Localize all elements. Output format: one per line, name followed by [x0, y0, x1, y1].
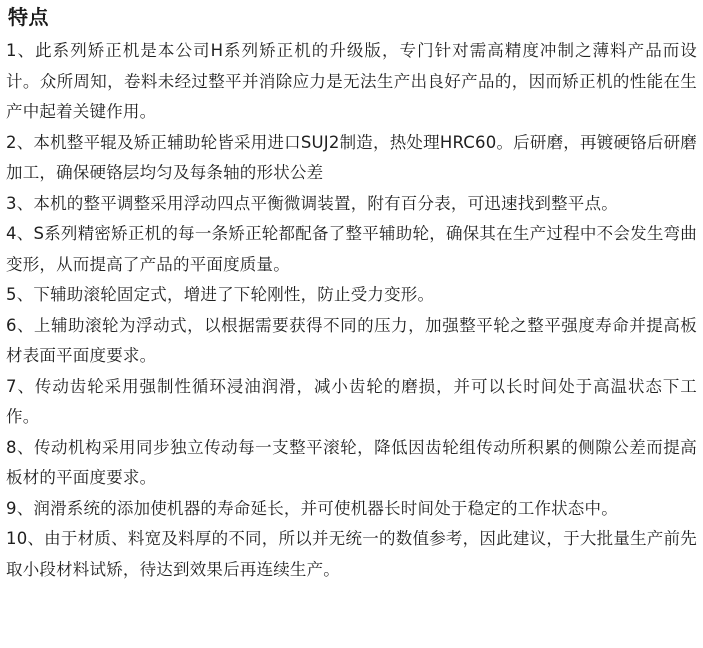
list-item: 9、润滑系统的添加使机器的寿命延长，并可使机器长时间处于稳定的工作状态中。: [6, 498, 618, 518]
list-item: 1、此系列矫正机是本公司H系列矫正机的升级版，专门针对需高精度冲制之薄料产品而设计。众所周知，卷料未经过整平并消除应力是无法生产出良好产品的，因而矫正机的性能在生产中起着关键作用。: [6, 41, 697, 121]
page-title: 特点: [8, 5, 49, 29]
feature-list: [6, 36, 697, 585]
list-item: 4、S系列精密矫正机的每一条矫正轮都配备了整平辅助轮，确保其在生产过程中不会发生弯曲变形，从而提高了产品的平面度质量。: [6, 224, 697, 274]
list-item: 3、本机的整平调整采用浮动四点平衡微调装置，附有百分表，可迅速找到整平点。: [6, 193, 618, 213]
list-item: 2、本机整平辊及矫正辅助轮皆采用进口SUJ2制造，热处理HRC60。后研磨，再镀硬铬后研磨加工，确保硬铬层均匀及每条轴的形状公差: [6, 132, 697, 182]
list-item: 7、传动齿轮采用强制性循环浸油润滑，减小齿轮的磨损，并可以长时间处于高温状态下工作。: [6, 376, 697, 426]
list-item: 10、由于材质、料宽及料厚的不同，所以并无统一的数值参考，因此建议，于大批量生产前先取小段材料试矫，待达到效果后再连续生产。: [6, 529, 697, 579]
list-item: 5、下辅助滚轮固定式，增进了下轮刚性，防止受力变形。: [6, 285, 435, 304]
list-item: 6、上辅助滚轮为浮动式，以根据需要获得不同的压力，加强整平轮之整平强度寿命并提高板材表面平面度要求。: [6, 315, 697, 365]
list-item: 8、传动机构采用同步独立传动每一支整平滚轮，降低因齿轮组传动所积累的侧隙公差而提高板材的平面度要求。: [6, 437, 697, 487]
